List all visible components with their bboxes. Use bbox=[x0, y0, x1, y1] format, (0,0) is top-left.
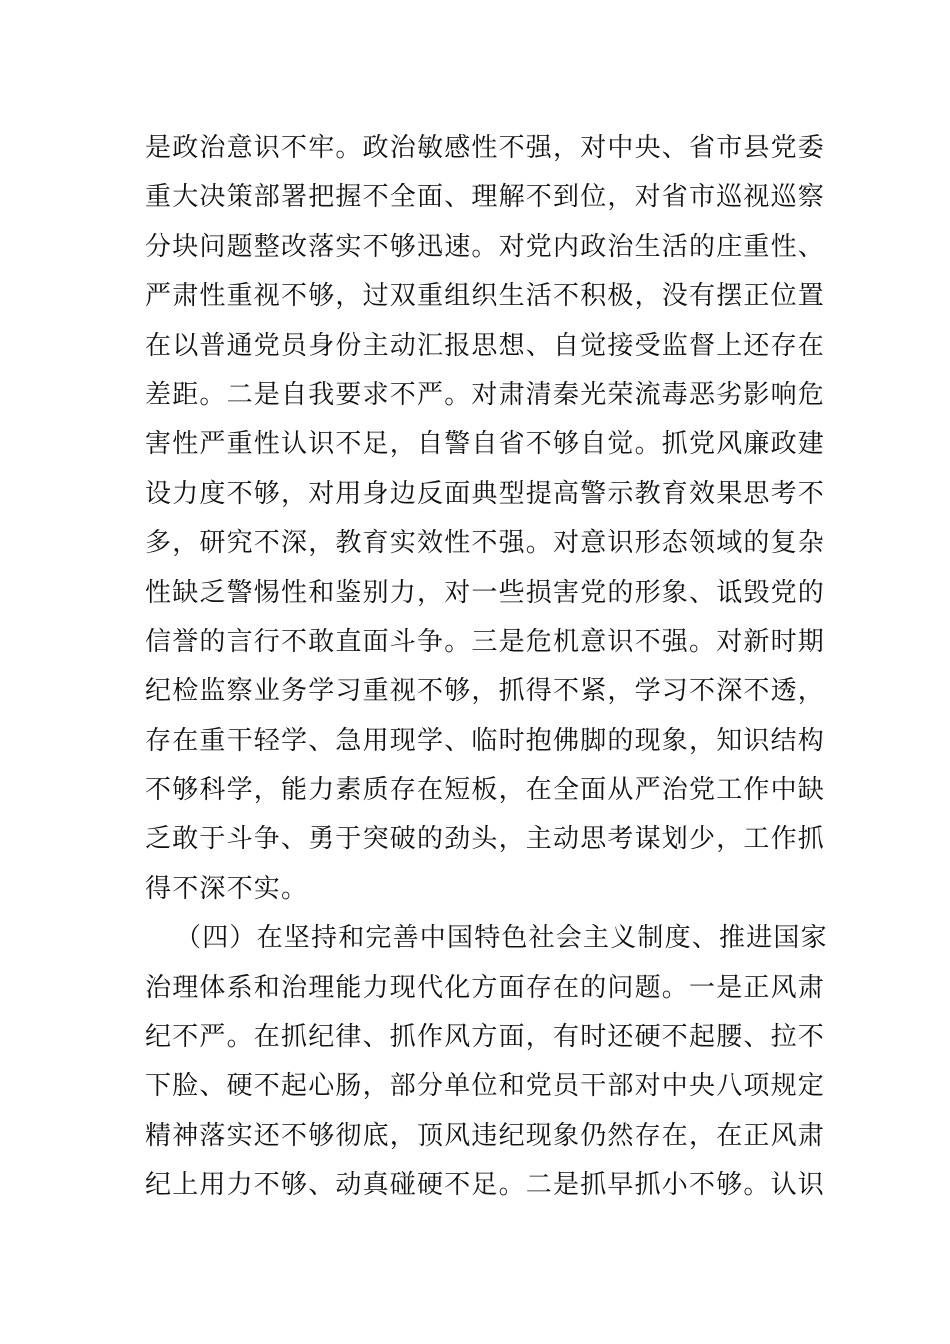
text-line: 得不深不实。 bbox=[145, 873, 309, 904]
text-line: 乏敢于斗争、勇于突破的劲头，主动思考谋划少，工作抓 bbox=[145, 824, 826, 855]
text-line: 信誉的言行不敢直面斗争。三是危机意识不强。对新时期 bbox=[145, 626, 826, 657]
text-line: 纪检监察业务学习重视不够，抓得不紧，学习不深不透， bbox=[145, 676, 826, 707]
text-line: 在以普通党员身份主动汇报思想、自觉接受监督上还存在 bbox=[145, 330, 826, 361]
text-line: 纪上用力不够、动真碰硬不足。二是抓早抓小不够。认识 bbox=[145, 1170, 826, 1201]
text-line: 是政治意识不牢。政治敏感性不强，对中央、省市县党委 bbox=[145, 133, 826, 163]
text-line: 存在重干轻学、急用现学、临时抱佛脚的现象，知识结构 bbox=[145, 725, 826, 756]
text-line: 严肃性重视不够，过双重组织生活不积极，没有摆正位置 bbox=[145, 281, 826, 312]
text-line: 性缺乏警惕性和鉴别力，对一些损害党的形象、诋毁党的 bbox=[145, 577, 826, 608]
text-line: 治理体系和治理能力现代化方面存在的问题。一是正风肃 bbox=[145, 972, 826, 1003]
text-line: 重大决策部署把握不全面、理解不到位，对省市巡视巡察 bbox=[145, 182, 826, 213]
text-line: 差距。二是自我要求不严。对肃清秦光荣流毒恶劣影响危 bbox=[145, 379, 826, 410]
text-line: 分块问题整改落实不够迅速。对党内政治生活的庄重性、 bbox=[145, 231, 826, 262]
body-text bbox=[145, 124, 828, 1211]
text-line: 精神落实还不够彻底，顶风违纪现象仍然存在，在正风肃 bbox=[145, 1120, 826, 1151]
text-line: 纪不严。在抓纪律、抓作风方面，有时还硬不起腰、拉不 bbox=[145, 1022, 826, 1053]
text-line: 设力度不够，对用身边反面典型提高警示教育效果思考不 bbox=[145, 478, 826, 509]
text-line: 害性严重性认识不足，自警自省不够自觉。抓党风廉政建 bbox=[145, 429, 826, 460]
text-line: 下脸、硬不起心肠，部分单位和党员干部对中央八项规定 bbox=[145, 1071, 826, 1102]
section-heading-line: （四）在坚持和完善中国特色社会主义制度、推进国家 bbox=[175, 923, 828, 954]
text-line: 不够科学，能力素质存在短板，在全面从严治党工作中缺 bbox=[145, 775, 826, 806]
text-line: 多，研究不深，教育实效性不强。对意识形态领域的复杂 bbox=[145, 528, 826, 559]
